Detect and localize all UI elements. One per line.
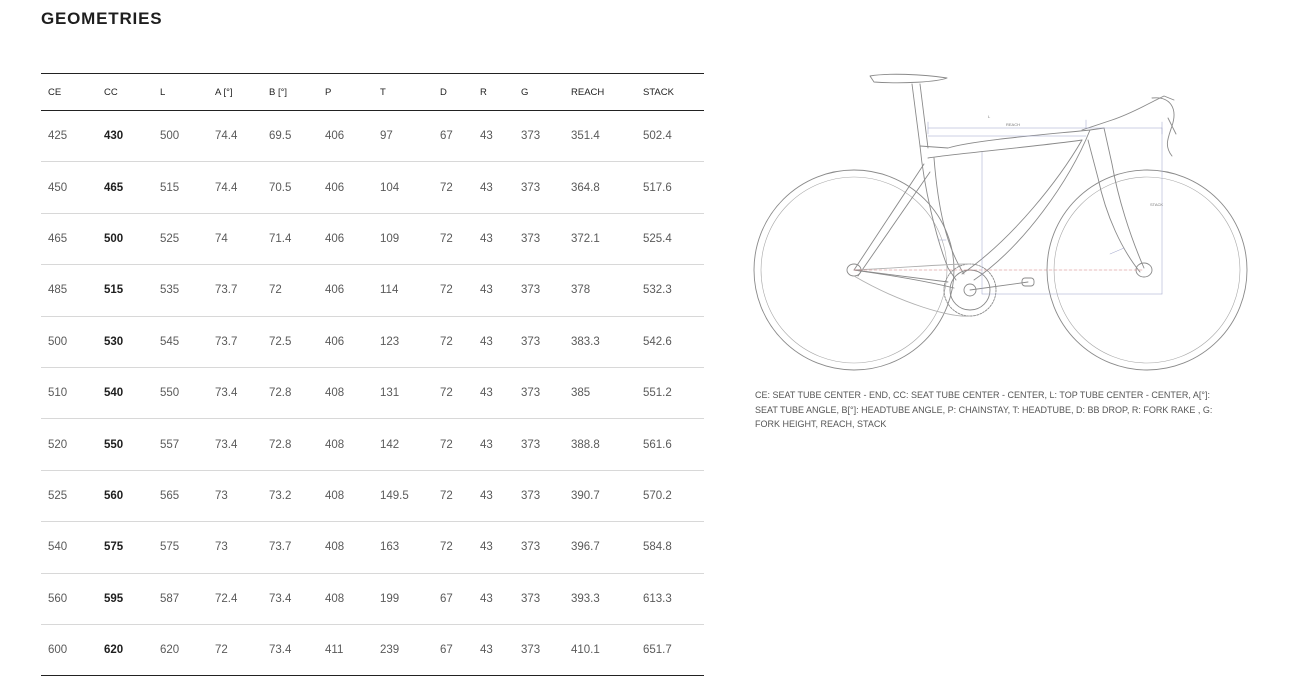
table-cell: 560 (48, 592, 68, 605)
table-cell: 595 (104, 592, 124, 605)
table-cell: 72 (440, 284, 453, 297)
table-cell: 561.6 (643, 438, 672, 451)
table-cell: 97 (380, 130, 393, 143)
table-cell: 408 (325, 592, 345, 605)
table-cell: 71.4 (269, 232, 292, 245)
table-cell: 465 (48, 232, 68, 245)
table-cell: 73.7 (215, 284, 238, 297)
table-cell: 378 (571, 284, 591, 297)
table-cell: 373 (521, 592, 541, 605)
table-cell: 74.4 (215, 181, 238, 194)
geometry-legend: CE: SEAT TUBE CENTER - END, CC: SEAT TUBE CENTER - CENTER, L: TOP TUBE CENTER - CENTER, A[°]: SEAT TUBE ANGLE, B[°]: HEADTUBE ANGLE, P: CHAINSTAY, T: HEADTUBE, D: BB DROP, R: FORK RAKE , G: FORK HEIGHT, REACH, STACK (755, 390, 1213, 429)
table-cell: 72 (440, 232, 453, 245)
table-cell: 72 (440, 387, 453, 400)
column-header: A [°] (215, 86, 233, 98)
table-cell: 500 (48, 335, 68, 348)
column-header: R (480, 86, 487, 98)
table-cell: 373 (521, 387, 541, 400)
table-row (41, 573, 704, 624)
table-cell: 425 (48, 130, 68, 143)
table-cell: 410.1 (571, 644, 600, 657)
table-cell: 525.4 (643, 232, 672, 245)
table-cell: 372.1 (571, 232, 600, 245)
table-cell: 72.8 (269, 438, 292, 451)
table-cell: 620 (104, 644, 124, 657)
table-cell: 73.4 (215, 438, 238, 451)
table-cell: 517.6 (643, 181, 672, 194)
page-title: GEOMETRIES (41, 9, 163, 28)
table-cell: 485 (48, 284, 68, 297)
table-cell: 373 (521, 335, 541, 348)
table-row (41, 470, 704, 521)
table-cell: 239 (380, 644, 400, 657)
table-cell: 388.8 (571, 438, 600, 451)
table-cell: 131 (380, 387, 400, 400)
bike-geometry-diagram (752, 68, 1252, 378)
table-cell: 570.2 (643, 489, 672, 502)
table-cell: 465 (104, 181, 124, 194)
table-cell: 73.7 (269, 541, 292, 554)
table-cell: 515 (104, 284, 124, 297)
table-row (41, 316, 704, 367)
table-row (41, 522, 704, 573)
table-cell: 72 (440, 489, 453, 502)
table-cell: 393.3 (571, 592, 600, 605)
table-cell: 74 (215, 232, 228, 245)
table-body (41, 111, 704, 676)
table-cell: 373 (521, 181, 541, 194)
table-cell: 408 (325, 541, 345, 554)
chainring (854, 264, 1034, 316)
column-header: STACK (643, 86, 674, 98)
column-header: D (440, 86, 447, 98)
table-cell: 411 (325, 644, 344, 657)
table-cell: 502.4 (643, 130, 672, 143)
table-cell: 550 (160, 387, 180, 400)
table-cell: 73.2 (269, 489, 292, 502)
table-cell: 43 (480, 181, 493, 194)
table-cell: 406 (325, 232, 345, 245)
table-cell: 67 (440, 130, 453, 143)
table-cell: 600 (48, 644, 68, 657)
dimension-label-reach: REACH (1006, 122, 1021, 127)
column-header: CE (48, 86, 62, 98)
table-row (41, 624, 704, 675)
table-cell: 373 (521, 130, 541, 143)
table-cell: 500 (104, 232, 124, 245)
table-cell: 525 (48, 489, 68, 502)
table-cell: 142 (380, 438, 400, 451)
table-cell: 550 (104, 438, 124, 451)
table-cell: 43 (480, 489, 493, 502)
table-cell: 70.5 (269, 181, 292, 194)
table-cell: 510 (48, 387, 68, 400)
table-cell: 351.4 (571, 130, 600, 143)
table-cell: 43 (480, 592, 493, 605)
table-cell: 73.4 (269, 644, 292, 657)
table-cell: 532.3 (643, 284, 672, 297)
table-cell: 373 (521, 644, 541, 657)
table-cell: 542.6 (643, 335, 672, 348)
table-cell: 72.5 (269, 335, 292, 348)
table-cell: 373 (521, 438, 541, 451)
table-cell: 408 (325, 489, 345, 502)
table-cell: 540 (104, 387, 124, 400)
table-cell: 109 (380, 232, 400, 245)
table-cell: 104 (380, 181, 400, 194)
table-cell: 73.4 (215, 387, 238, 400)
table-cell: 620 (160, 644, 180, 657)
table-cell: 364.8 (571, 181, 600, 194)
table-cell: 540 (48, 541, 68, 554)
table-cell: 67 (440, 644, 453, 657)
table-row (41, 111, 704, 162)
table-cell: 72.8 (269, 387, 292, 400)
table-cell: 408 (325, 438, 345, 451)
table-cell: 396.7 (571, 541, 600, 554)
table-cell: 520 (48, 438, 68, 451)
table-cell: 545 (160, 335, 180, 348)
table-row (41, 367, 704, 418)
table-cell: 163 (380, 541, 400, 554)
table-cell: 587 (160, 592, 180, 605)
table-cell: 500 (160, 130, 180, 143)
column-header: G (521, 86, 529, 98)
table-cell: 149.5 (380, 489, 409, 502)
table-cell: 408 (325, 387, 345, 400)
table-row (41, 162, 704, 213)
dimension-label-stack: STACK (1150, 202, 1164, 207)
table-cell: 43 (480, 130, 493, 143)
table-cell: 430 (104, 130, 124, 143)
table-cell: 69.5 (269, 130, 292, 143)
table-cell: 73.7 (215, 335, 238, 348)
table-cell: 43 (480, 438, 493, 451)
column-header: T (380, 86, 386, 98)
table-cell: 406 (325, 181, 345, 194)
table-cell: 551.2 (643, 387, 672, 400)
table-cell: 535 (160, 284, 180, 297)
table-cell: 373 (521, 489, 541, 502)
table-cell: 72 (440, 181, 453, 194)
table-cell: 67 (440, 592, 453, 605)
table-cell: 406 (325, 284, 345, 297)
table-cell: 450 (48, 181, 68, 194)
column-header: P (325, 86, 332, 98)
table-cell: 43 (480, 232, 493, 245)
geometry-table (41, 73, 704, 676)
table-row (41, 213, 704, 264)
table-row (41, 265, 704, 316)
table-cell: 73 (215, 489, 228, 502)
bike-diagram-svg (752, 68, 1252, 378)
column-header: REACH (571, 86, 605, 98)
table-cell: 114 (380, 284, 399, 297)
table-cell: 525 (160, 232, 180, 245)
table-row (41, 419, 704, 470)
column-header: CC (104, 86, 118, 98)
table-cell: 651.7 (643, 644, 672, 657)
table-cell: 560 (104, 489, 124, 502)
table-cell: 565 (160, 489, 180, 502)
table-cell: 43 (480, 541, 493, 554)
column-header: B [°] (269, 86, 288, 98)
table-cell: 72 (440, 335, 453, 348)
table-cell: 530 (104, 335, 124, 348)
table-cell: 575 (104, 541, 124, 554)
table-cell: 575 (160, 541, 180, 554)
table-cell: 383.3 (571, 335, 600, 348)
table-cell: 43 (480, 644, 493, 657)
table-cell: 406 (325, 335, 345, 348)
table-cell: 515 (160, 181, 180, 194)
table-cell: 72 (269, 284, 282, 297)
table-cell: 557 (160, 438, 180, 451)
column-header: L (160, 86, 166, 98)
table-cell: 199 (380, 592, 400, 605)
dimension-label-l: L (988, 114, 991, 119)
table-cell: 385 (571, 387, 591, 400)
seat-assembly (870, 74, 947, 148)
table-cell: 406 (325, 130, 345, 143)
table-cell: 123 (380, 335, 400, 348)
table-cell: 373 (521, 284, 541, 297)
table-cell: 72 (215, 644, 228, 657)
table-cell: 613.3 (643, 592, 672, 605)
table-header-row (41, 74, 704, 111)
table-cell: 373 (521, 541, 541, 554)
table-cell: 584.8 (643, 541, 672, 554)
table-cell: 73.4 (269, 592, 292, 605)
table-cell: 73 (215, 541, 228, 554)
table-cell: 74.4 (215, 130, 238, 143)
table-cell: 72.4 (215, 592, 238, 605)
table-cell: 43 (480, 335, 493, 348)
table-cell: 390.7 (571, 489, 600, 502)
table-cell: 72 (440, 541, 453, 554)
table-cell: 43 (480, 284, 493, 297)
table-cell: 43 (480, 387, 493, 400)
table-cell: 373 (521, 232, 541, 245)
bike-frame (847, 128, 1152, 288)
table-cell: 72 (440, 438, 453, 451)
